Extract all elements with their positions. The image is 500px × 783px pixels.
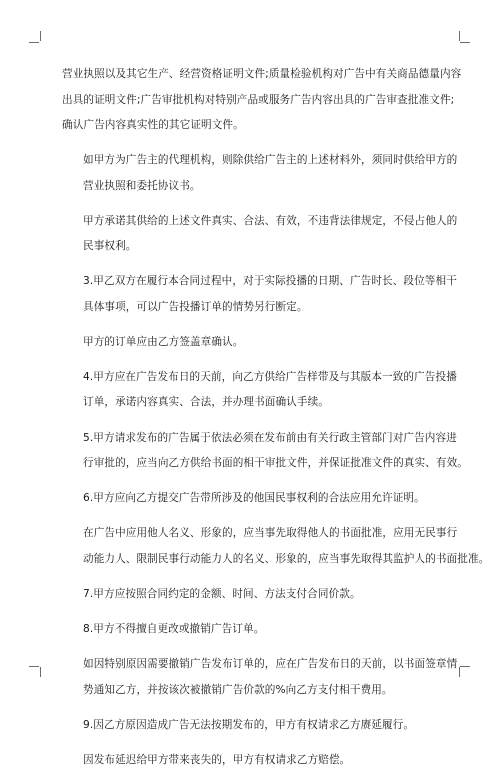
text-line: 确认广告内容真实性的其它证明文件。	[62, 119, 244, 131]
text-line: 7.甲方应按照合同约定的金额、时间、方法支付合同价款。	[83, 587, 361, 600]
crop-mark-line	[40, 31, 41, 41]
crop-mark-line	[29, 42, 39, 43]
text-line: 出具的证明文件;广告审批机构对特别产品或服务广告内容出具的广告审查批准文件;	[62, 93, 455, 106]
paragraph	[62, 582, 446, 608]
paragraph	[62, 652, 458, 703]
paragraph	[62, 521, 490, 572]
paragraph	[62, 269, 457, 320]
text-line: 订单，承诺内容真实、合法，并办理书面确认手续。	[83, 396, 329, 409]
text-line: 6.甲方应向乙方提交广告带所涉及的他国民事权利的合法应用允许证明。	[83, 492, 425, 505]
paragraph	[62, 713, 446, 739]
document-body	[62, 62, 490, 783]
paragraph	[62, 209, 458, 260]
paragraph	[62, 148, 458, 199]
text-line: 民事权利。	[83, 240, 137, 253]
text-line: 因发布延迟给甲方带来丧失的，甲方有权请求乙方赔偿。	[83, 753, 351, 766]
paragraph	[62, 486, 446, 512]
paragraph	[62, 748, 446, 774]
text-line: 具体事项，可以广告投播订单的情势另行断定。	[83, 300, 308, 313]
crop-mark-line	[460, 42, 470, 43]
crop-mark-line	[29, 666, 39, 667]
text-line: 势通知乙方，并按该次被撤销广告价款的%向乙方支付相干费用。	[83, 683, 393, 696]
crop-mark-line	[40, 667, 41, 677]
crop-mark-line	[459, 31, 460, 41]
text-line: 5.甲方请求发布的广告属于依法必须在发布前由有关行政主管部门对广告内容进	[83, 431, 457, 444]
text-line: 在广告中应用他人名义、形象的，应当事先取得他人的书面批准，应用无民事行	[83, 527, 458, 540]
text-line: 9.因乙方原因造成广告无法按期发布的，甲方有权请求乙方赓延履行。	[83, 718, 415, 731]
text-line: 动能力人、限制民事行动能力人的名义、形象的，应当事先取得其监护人的书面批准。	[83, 552, 490, 565]
text-line: 甲方的订单应由乙方签盖章确认。	[83, 335, 244, 348]
text-line: 8.甲方不得擅自更改或撤销广告订单。	[83, 622, 265, 635]
paragraph	[62, 62, 462, 139]
text-line: 甲方承诺其供给的上述文件真实、合法、有效，不违背法律规定，不侵占他人的	[83, 214, 458, 227]
paragraph	[62, 617, 446, 643]
text-line: 营业执照以及其它生产、经营资格证明文件;质量检验机构对广告中有关商品德量内容	[62, 68, 462, 80]
crop-mark-line	[459, 667, 460, 677]
text-line: 如因特别原因需要撤销广告发布订单的，应在广告发布日的天前，以书面签章情	[83, 658, 458, 671]
paragraph	[62, 330, 446, 356]
text-line: 4.甲方应在广告发布日的天前，向乙方供给广告样带及与其版本一致的广告投播	[83, 370, 457, 383]
text-line: 营业执照和委托协议书。	[83, 179, 201, 192]
paragraph	[62, 426, 468, 477]
crop-mark-line	[460, 666, 470, 667]
paragraph	[62, 365, 457, 416]
text-line: 3.甲乙双方在履行本合同过程中，对于实际投播的日期、广告时长、段位等相干	[83, 275, 457, 288]
text-line: 如甲方为广告主的代理机构，则除供给广告主的上述材料外，须同时供给甲方的	[83, 154, 458, 167]
text-line: 行审批的，应当向乙方供给书面的相干审批文件，并保证批准文件的真实、有效。	[83, 457, 468, 470]
